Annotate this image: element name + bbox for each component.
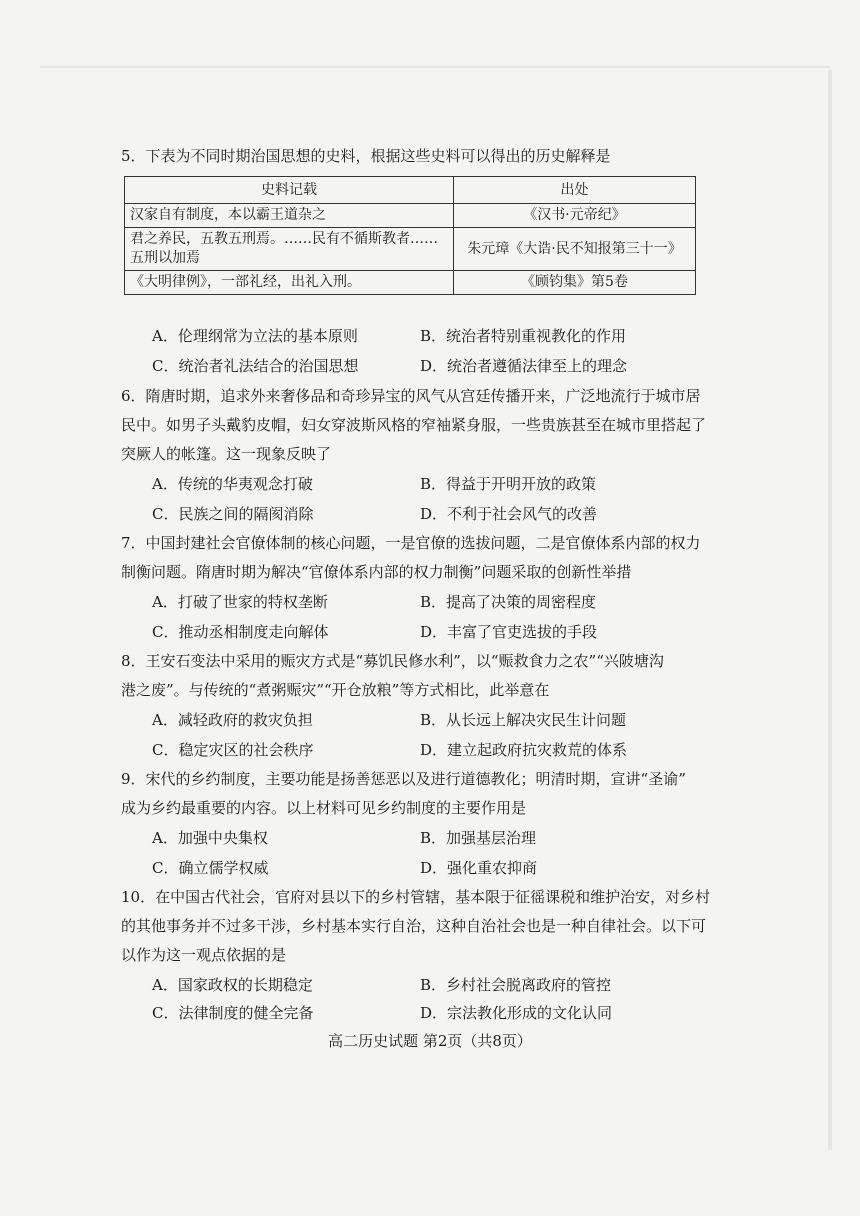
q10-stem-line: 的其他事务并不过多干涉，乡村基本实行自治，这种自治社会也是一种自律社会。以下可	[121, 917, 707, 935]
table-header-row	[125, 177, 696, 204]
page-footer: 高二历史试题 第2页（共8页）	[328, 1032, 532, 1050]
q7-stem-line: 制衡问题。隋唐时期为解决“官僚体系内部的权力制衡”问题采取的创新性举措	[121, 563, 632, 581]
q8-option-d: D．建立起政府抗灾救荒的体系	[420, 741, 628, 759]
q9-option-c: C．确立儒学权威	[152, 859, 269, 877]
table-cell-source: 《汉书·元帝纪》	[454, 204, 696, 228]
q9-option-a: A．加强中央集权	[152, 829, 268, 847]
table-header-record: 史料记载	[125, 177, 454, 204]
q10-stem-line: 10．在中国古代社会，官府对县以下的乡村管辖，基本限于征徭课税和维护治安，对乡村	[121, 888, 711, 906]
table-cell-source: 《顾钧集》第5卷	[454, 271, 696, 295]
q9-stem-line: 成为乡约最重要的内容。以上材料可见乡约制度的主要作用是	[121, 799, 527, 817]
q10-option-b: B．乡村社会脱离政府的管控	[420, 976, 612, 994]
q5-option-d: D．统治者遵循法律至上的理念	[420, 357, 628, 375]
q5-source-table	[124, 176, 696, 295]
right-margin-shadow	[828, 70, 832, 1150]
q8-option-a: A．减轻政府的救灾负担	[152, 711, 313, 729]
table-row	[125, 228, 696, 271]
q9-stem-line: 9．宋代的乡约制度，主要功能是扬善惩恶以及进行道德教化；明清时期，宣讲“圣谕”	[121, 770, 686, 788]
q5-stem: 5．下表为不同时期治国思想的史料，根据这些史料可以得出的历史解释是	[121, 147, 611, 165]
q9-option-d: D．强化重农抑商	[420, 859, 538, 877]
q6-stem-line: 民中。如男子头戴豹皮帽，妇女穿波斯风格的窄袖紧身服，一些贵族甚至在城市里搭起了	[121, 416, 707, 434]
q5-option-a: A．伦理纲常为立法的基本原则	[152, 327, 358, 345]
q8-stem-line: 8．王安石变法中采用的赈灾方式是“募饥民修水利”，以“赈救食力之农”“兴陂塘沟	[121, 652, 664, 670]
table-cell-source: 朱元璋《大诰·民不知报第三十一》	[454, 228, 696, 271]
q8-option-c: C．稳定灾区的社会秩序	[152, 741, 314, 759]
q7-stem-line: 7．中国封建社会官僚体制的核心问题，一是官僚的选拔问题，二是官僚体系内部的权力	[121, 534, 701, 552]
table-row	[125, 204, 696, 228]
q5-option-c: C．统治者礼法结合的治国思想	[152, 357, 359, 375]
q7-option-a: A．打破了世家的特权垄断	[152, 593, 328, 611]
q6-option-b: B．得益于开明开放的政策	[420, 475, 597, 493]
q6-option-a: A．传统的华夷观念打破	[152, 475, 313, 493]
q5-option-b: B．统治者特别重视教化的作用	[420, 327, 627, 345]
q10-option-d: D．宗法教化形成的文化认同	[420, 1004, 613, 1022]
table-cell-record: 汉家自有制度，本以霸王道杂之	[125, 204, 454, 228]
table-cell-record-line: 五刑以加焉	[130, 250, 200, 266]
table-row	[125, 271, 696, 295]
q6-option-c: C．民族之间的隔阂消除	[152, 505, 314, 523]
q7-option-b: B．提高了决策的周密程度	[420, 593, 597, 611]
table-header-source: 出处	[454, 177, 696, 204]
q6-stem-line: 6．隋唐时期，追求外来奢侈品和奇珍异宝的风气从宫廷传播开来，广泛地流行于城市居	[121, 387, 701, 405]
q10-stem-line: 以作为这一观点依据的是	[121, 946, 287, 964]
q10-option-c: C．法律制度的健全完备	[152, 1004, 314, 1022]
table-cell-record	[125, 228, 454, 271]
q8-stem-line: 港之废”。与传统的“煮粥赈灾”“开仓放粮”等方式相比，此举意在	[121, 681, 550, 699]
q10-option-a: A．国家政权的长期稳定	[152, 976, 313, 994]
table-cell-record: 《大明律例》，一部礼经，出礼入刑。	[125, 271, 454, 295]
q8-option-b: B．从长远上解决灾民生计问题	[420, 711, 627, 729]
top-margin-shadow	[40, 66, 830, 68]
q6-option-d: D．不利于社会风气的改善	[420, 505, 598, 523]
q9-option-b: B．加强基层治理	[420, 829, 537, 847]
q7-option-d: D．丰富了官吏选拔的手段	[420, 623, 598, 641]
q6-stem-line: 突厥人的帐篷。这一现象反映了	[121, 445, 332, 463]
table-cell-record-line: 君之养民，五教五刑焉。……民有不循斯教者……	[130, 231, 438, 247]
q7-option-c: C．推动丞相制度走向解体	[152, 623, 329, 641]
